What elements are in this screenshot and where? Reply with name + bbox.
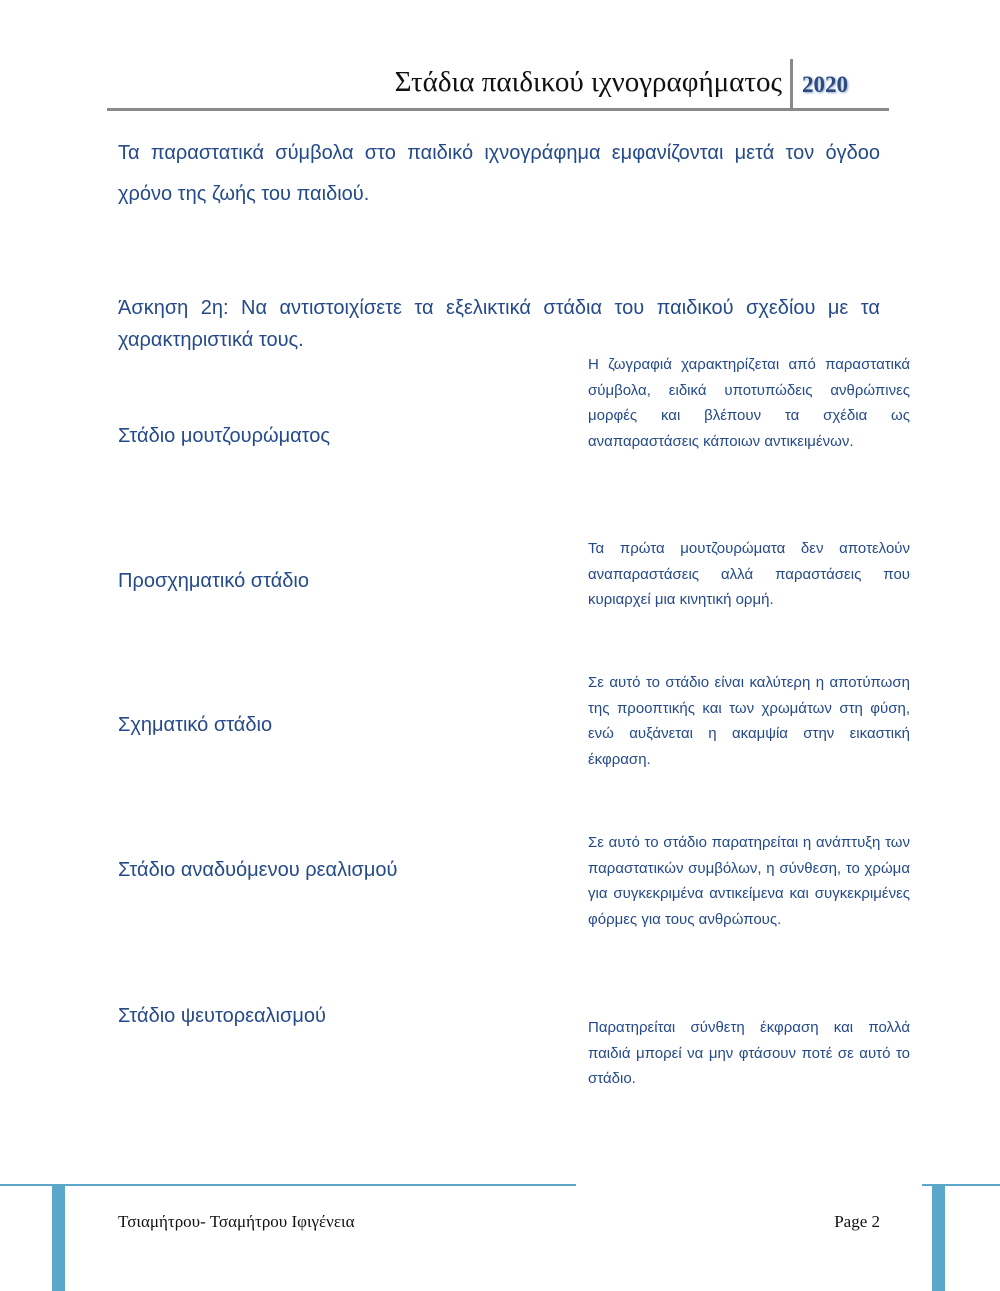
- stage-label: Σχηματικό στάδιο: [118, 714, 273, 736]
- footer-accent-bar: [52, 1186, 65, 1291]
- document-year: 2020: [802, 72, 848, 97]
- stage-description: Σε αυτό το στάδιο είναι καλύτερη η αποτύπωση της προοπτικής και των χρωμάτων στη φύση, ενώ αυξάνεται η ακαμψία στην εικαστική έκφραση.: [588, 674, 910, 768]
- footer-accent-bar: [932, 1186, 945, 1291]
- header-rule: [107, 108, 889, 111]
- stage-label: Προσχηματικό στάδιο: [118, 570, 309, 592]
- stage-description: Σε αυτό το στάδιο παρατηρείται η ανάπτυξη των παραστατικών συμβόλων, η σύνθεση, το χρώμα για συγκεκριμένα αντικείμενα και συγκεκριμένες φόρμες για τους ανθρώπους.: [588, 834, 910, 928]
- intro-paragraph: Τα παραστατικά σύμβολα στο παιδικό ιχνογράφημα εμφανίζονται μετά τον όγδοο χρόνο της ζωής του παιδιού.: [118, 142, 880, 205]
- exercise-instruction: Άσκηση 2η: Να αντιστοιχίσετε τα εξελικτικά στάδια του παιδικού σχεδίου με τα χαρακτηριστικά τους.: [118, 297, 880, 351]
- page-number: Page 2: [834, 1212, 880, 1231]
- stage-label: Στάδιο ψευτορεαλισμού: [118, 1005, 326, 1027]
- footer-author: Τσιαμήτρου- Τσαμήτρου Ιφιγένεια: [118, 1212, 355, 1231]
- footer-rule: [0, 1184, 576, 1186]
- stage-description: Τα πρώτα μουτζουρώματα δεν αποτελούν αναπαραστάσεις αλλά παραστάσεις που κυριαρχεί μια κινητική ορμή.: [588, 540, 910, 608]
- stage-description: Η ζωγραφιά χαρακτηρίζεται από παραστατικά σύμβολα, ειδικά υποτυπώδεις ανθρώπινες μορφές και βλέπουν τα σχέδια ως αναπαραστάσεις κάποιων αντικειμένων.: [588, 356, 910, 450]
- header-divider: [790, 59, 793, 110]
- stage-description: Παρατηρείται σύνθετη έκφραση και πολλά παιδιά μπορεί να μην φτάσουν ποτέ σε αυτό το στάδιο.: [588, 1019, 910, 1087]
- stage-label: Στάδιο αναδυόμενου ρεαλισμού: [118, 859, 398, 881]
- document-title: Στάδια παιδικού ιχνογραφήματος: [394, 66, 782, 98]
- stage-label: Στάδιο μουτζουρώματος: [118, 425, 331, 447]
